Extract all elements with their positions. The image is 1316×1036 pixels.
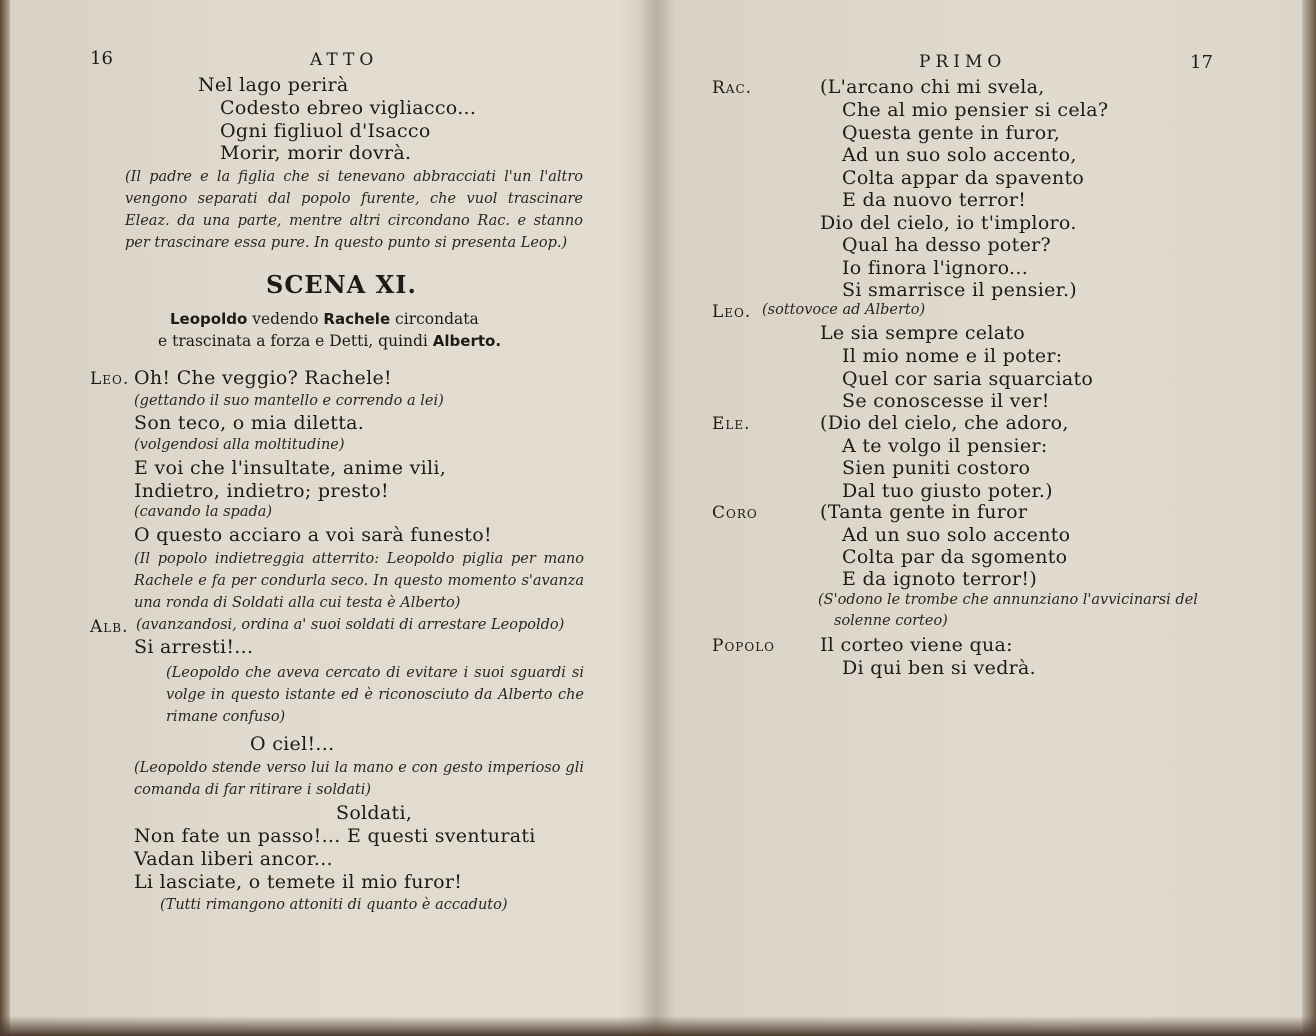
verse-line: (Tanta gente in furor bbox=[820, 501, 1028, 523]
right-page bbox=[660, 0, 1316, 1036]
stage-direction: (S'odono le trombe che annunziano l'avvicinarsi del bbox=[818, 592, 1198, 608]
verse-line: Si arresti!... bbox=[134, 636, 254, 658]
verse-line: Son teco, o mia diletta. bbox=[134, 412, 365, 434]
page-number-left: 16 bbox=[90, 48, 113, 69]
stage-direction: (Tutti rimangono attoniti di quanto è accaduto) bbox=[160, 897, 508, 913]
stage-direction bbox=[134, 548, 584, 614]
scene-title: SCENA XI. bbox=[266, 270, 417, 299]
running-header-right: PRIMO bbox=[919, 52, 1007, 72]
stage-direction bbox=[166, 662, 584, 728]
verse-line: Dio del cielo, io t'imploro. bbox=[820, 212, 1077, 234]
verse-line: Si smarrisce il pensier.) bbox=[842, 279, 1077, 301]
verse-line: Di qui ben si vedrà. bbox=[842, 657, 1037, 679]
scene-description-line-1 bbox=[170, 308, 479, 330]
scene-desc-text: circondata bbox=[390, 310, 479, 328]
stage-direction: solenne corteo) bbox=[834, 613, 948, 629]
verse-line: E da ignoto terror!) bbox=[842, 568, 1038, 590]
verse-line: (Dio del cielo, che adoro, bbox=[820, 412, 1069, 434]
page-number-right: 17 bbox=[1190, 52, 1213, 73]
scene-desc-text: e trascinata a forza e Detti, quindi bbox=[158, 332, 433, 350]
verse-line: Ogni figliuol d'Isacco bbox=[220, 120, 431, 142]
verse-line: Codesto ebreo vigliacco... bbox=[220, 97, 477, 119]
verse-line: Colta par da sgomento bbox=[842, 546, 1068, 568]
verse-line: Io finora l'ignoro... bbox=[842, 257, 1029, 279]
speaker-label: Leo. bbox=[712, 302, 752, 322]
speaker-label: Alb. bbox=[90, 617, 129, 637]
scene-description-line-2 bbox=[158, 330, 501, 352]
speaker-label: Leo. bbox=[90, 369, 130, 389]
verse-line: Nel lago perirà bbox=[198, 74, 349, 96]
verse-line: Ad un suo solo accento, bbox=[842, 144, 1077, 166]
verse-line: Se conoscesse il ver! bbox=[842, 390, 1050, 412]
verse-line: Ad un suo solo accento bbox=[842, 524, 1071, 546]
verse-line: A te volgo il pensier: bbox=[842, 435, 1048, 457]
verse-line: Li lasciate, o temete il mio furor! bbox=[134, 871, 463, 893]
speaker-label: Ele. bbox=[712, 414, 751, 434]
verse-line: Il corteo viene qua: bbox=[820, 634, 1013, 656]
verse-line: Il mio nome e il poter: bbox=[842, 345, 1063, 367]
verse-line: E da nuovo terror! bbox=[842, 189, 1027, 211]
verse-line: Non fate un passo!... E questi sventurati bbox=[134, 825, 536, 847]
verse-line: (L'arcano chi mi svela, bbox=[820, 76, 1045, 98]
stage-direction: (volgendosi alla moltitudine) bbox=[134, 437, 345, 453]
stage-direction bbox=[134, 757, 584, 801]
verse-line: Le sia sempre celato bbox=[820, 322, 1025, 344]
scene-desc-text: vedendo bbox=[247, 310, 324, 328]
stage-direction: (cavando la spada) bbox=[134, 504, 273, 520]
speaker-label: Rac. bbox=[712, 78, 753, 98]
character-name: Leopoldo bbox=[170, 310, 248, 328]
stage-direction: (avanzandosi, ordina a' suoi soldati di arrestare Leopoldo) bbox=[136, 617, 565, 633]
character-name: Alberto. bbox=[432, 332, 502, 350]
verse-line: O questo acciaro a voi sarà funesto! bbox=[134, 524, 492, 546]
speaker-label: Coro bbox=[712, 503, 758, 523]
stage-direction-text: (Il padre e la figlia che si tenevano abbracciati l'un l'altro vengono separati dal popolo furente, che vuol trascinare Eleaz. da una parte, mentre altri circondano Rac. e stanno per trascinare essa pure. In questo punto si presenta Leop.) bbox=[125, 169, 583, 251]
verse-line: Questa gente in furor, bbox=[842, 122, 1061, 144]
stage-direction-text: (Il popolo indietreggia atterrito: Leopoldo piglia per mano Rachele e fa per condurla seco. In questo momento s'avanza una ronda di Soldati alla cui testa è Alberto) bbox=[134, 551, 584, 611]
speaker-label: Popolo bbox=[712, 636, 775, 656]
verse-line: Che al mio pensier si cela? bbox=[842, 99, 1109, 121]
stage-direction-text: (Leopoldo stende verso lui la mano e con gesto imperioso gli comanda di far ritirare i soldati) bbox=[134, 760, 584, 798]
stage-direction: (sottovoce ad Alberto) bbox=[762, 302, 926, 318]
stage-direction: (gettando il suo mantello e correndo a lei) bbox=[134, 393, 444, 409]
verse-line: Oh! Che veggio? Rachele! bbox=[134, 367, 392, 389]
verse-line: Vadan liberi ancor... bbox=[134, 848, 333, 870]
stage-direction-text: (Leopoldo che aveva cercato di evitare i suoi sguardi si volge in questo istante ed è riconosciuto da Alberto che rimane confuso) bbox=[166, 665, 584, 725]
verse-line: O ciel!... bbox=[250, 733, 335, 755]
verse-line: Sien puniti costoro bbox=[842, 457, 1031, 479]
running-header-left: ATTO bbox=[310, 50, 379, 70]
character-name: Rachele bbox=[323, 310, 391, 328]
verse-line: Morir, morir dovrà. bbox=[220, 142, 412, 164]
verse-line: Qual ha desso poter? bbox=[842, 234, 1051, 256]
verse-line: Dal tuo giusto poter.) bbox=[842, 480, 1053, 502]
verse-line: Soldati, bbox=[336, 802, 413, 824]
verse-line: Colta appar da spavento bbox=[842, 167, 1085, 189]
left-page bbox=[0, 0, 650, 1036]
verse-line: Indietro, indietro; presto! bbox=[134, 480, 389, 502]
verse-line: Quel cor saria squarciato bbox=[842, 368, 1094, 390]
stage-direction bbox=[125, 166, 583, 254]
verse-line: E voi che l'insultate, anime vili, bbox=[134, 457, 447, 479]
